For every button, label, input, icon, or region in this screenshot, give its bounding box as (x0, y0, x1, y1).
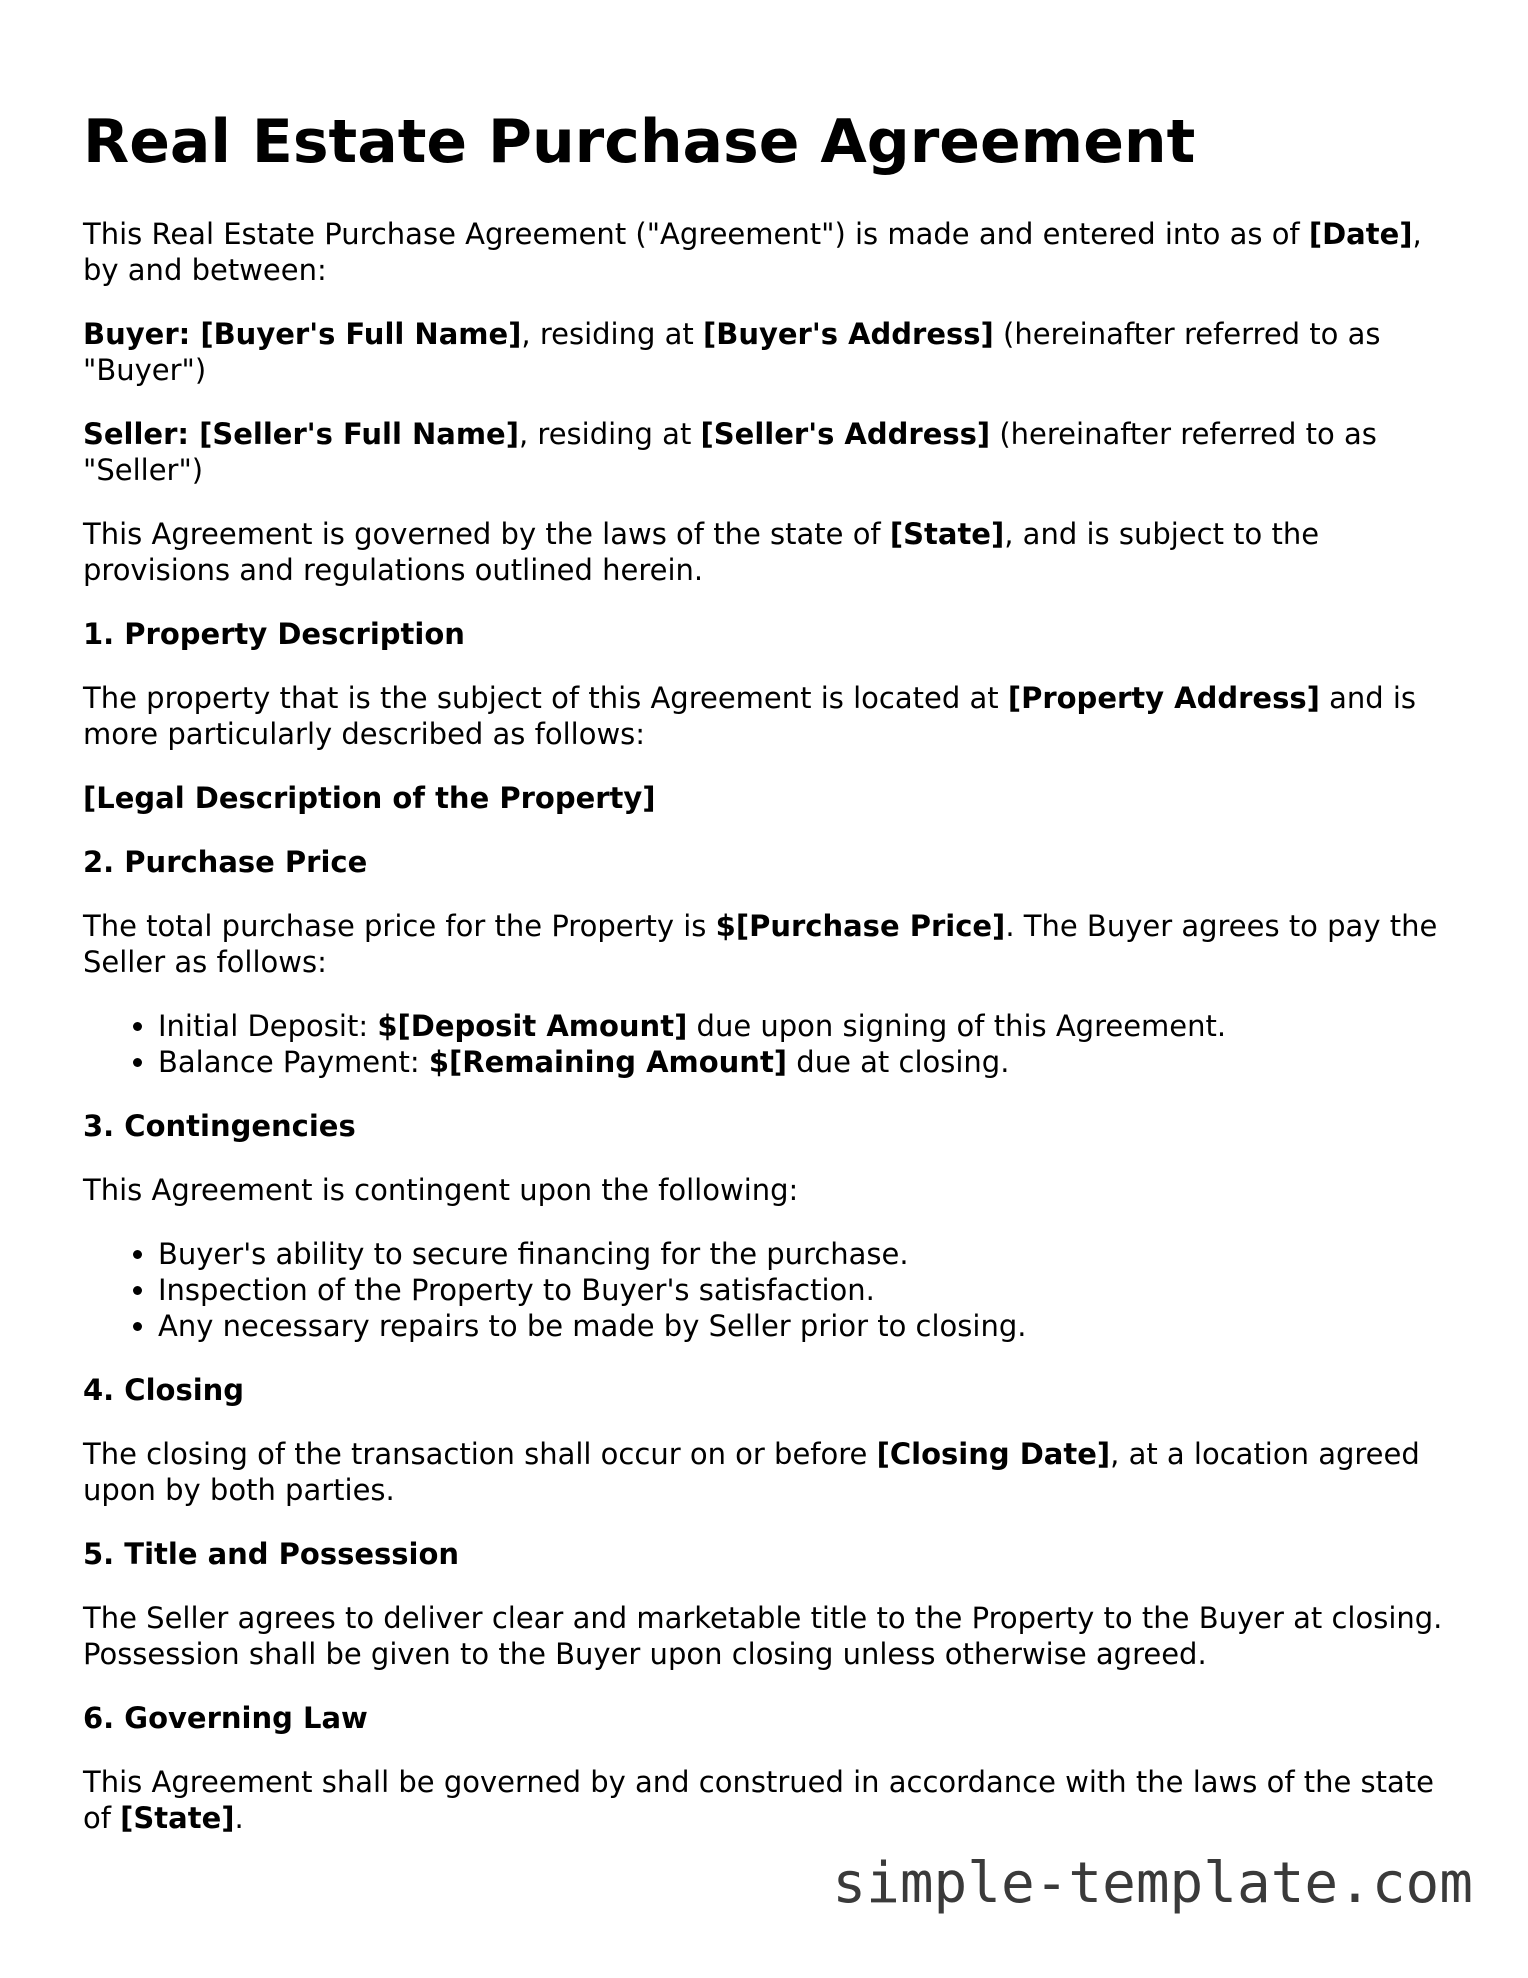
buyer-text-end: (hereinafter referred to as "Buyer") (83, 317, 1381, 387)
closing-text-end: , at a location agreed upon by both parties. (83, 1437, 1420, 1507)
deposit-amount-placeholder: $[Deposit Amount] (377, 1009, 688, 1043)
buyer-name-placeholder: Buyer: [Buyer's Full Name] (83, 317, 522, 351)
governing-law-text-end: . (234, 1801, 244, 1835)
state-placeholder: [State] (889, 517, 1005, 551)
governing-intro-text: This Agreement is governed by the laws of the state of (83, 517, 890, 551)
payment-label: Balance Payment: (158, 1045, 429, 1079)
title-possession-paragraph: The Seller agrees to deliver clear and marketable title to the Property to the Buyer at closing. Possession shall be given to the Buyer upon closing unless otherwise agreed. (83, 1601, 1443, 1671)
property-text-end: and is more particularly described as follows: (83, 681, 1417, 751)
closing-date-placeholder: [Closing Date] (876, 1437, 1111, 1471)
buyer-text: , residing at (521, 317, 703, 351)
watermark: simple-template.com (832, 1851, 1473, 1916)
property-paragraph (83, 680, 1443, 752)
purchase-price-placeholder: $[Purchase Price] (715, 909, 1006, 943)
purchase-price-text: The total purchase price for the Property is (83, 909, 716, 943)
list-item: • Inspection of the Property to Buyer's satisfaction. (158, 1272, 1443, 1308)
intro-text-end: , by and between: (83, 217, 1422, 287)
governing-intro-text-end: , and is subject to the provisions and regulations outlined herein. (83, 517, 1320, 587)
intro-paragraph (83, 216, 1443, 288)
purchase-price-paragraph (83, 908, 1443, 980)
list-item: • Any necessary repairs to be made by Seller prior to closing. (158, 1308, 1443, 1344)
section-heading-property-description: 1. Property Description (83, 617, 465, 651)
section-heading-title-and-possession: 5. Title and Possession (83, 1537, 460, 1571)
purchase-price-text-end: . The Buyer agrees to pay the Seller as follows: (83, 909, 1438, 979)
section-heading-closing: 4. Closing (83, 1373, 245, 1407)
payment-list (83, 1008, 1443, 1080)
seller-name-placeholder: Seller: [Seller's Full Name] (83, 417, 519, 451)
document-title: Real Estate Purchase Agreement (83, 107, 1196, 177)
section-heading-purchase-price: 2. Purchase Price (83, 845, 368, 879)
seller-text-end: (hereinafter referred to as "Seller") (83, 417, 1377, 487)
closing-paragraph (83, 1436, 1443, 1508)
remaining-amount-placeholder: $[Remaining Amount] (428, 1045, 788, 1079)
payment-text: due at closing. (787, 1045, 1010, 1079)
contingencies-paragraph: This Agreement is contingent upon the following: (83, 1173, 799, 1207)
property-address-placeholder: [Property Address] (1007, 681, 1320, 715)
buyer-address-placeholder: [Buyer's Address] (702, 317, 994, 351)
list-item (158, 1044, 1443, 1080)
governing-law-state-placeholder: [State] (120, 1801, 235, 1835)
agreement-date-placeholder: [Date] (1308, 217, 1413, 251)
payment-text: due upon signing of this Agreement. (687, 1009, 1227, 1043)
section-heading-contingencies: 3. Contingencies (83, 1109, 356, 1143)
section-heading-governing-law: 6. Governing Law (83, 1701, 368, 1735)
governing-law-text: This Agreement shall be governed by and construed in accordance with the laws of the state of (83, 1765, 1435, 1835)
list-item: • Buyer's ability to secure financing for the purchase. (158, 1236, 1443, 1272)
document-body (83, 216, 1443, 1864)
legal-description-placeholder: [Legal Description of the Property] (83, 781, 656, 815)
contingencies-list (83, 1236, 1443, 1344)
list-item (158, 1008, 1443, 1044)
seller-text: , residing at (518, 417, 701, 451)
governing-law-paragraph (83, 1764, 1443, 1836)
payment-label: Initial Deposit: (158, 1009, 378, 1043)
seller-address-placeholder: [Seller's Address] (700, 417, 991, 451)
closing-text: The closing of the transaction shall occur on or before (83, 1437, 877, 1471)
governing-intro-paragraph (83, 516, 1443, 588)
intro-text: This Real Estate Purchase Agreement ("Agreement") is made and entered into as of (83, 217, 1309, 251)
seller-paragraph (83, 416, 1443, 488)
buyer-paragraph (83, 316, 1443, 388)
property-text: The property that is the subject of this Agreement is located at (83, 681, 1008, 715)
